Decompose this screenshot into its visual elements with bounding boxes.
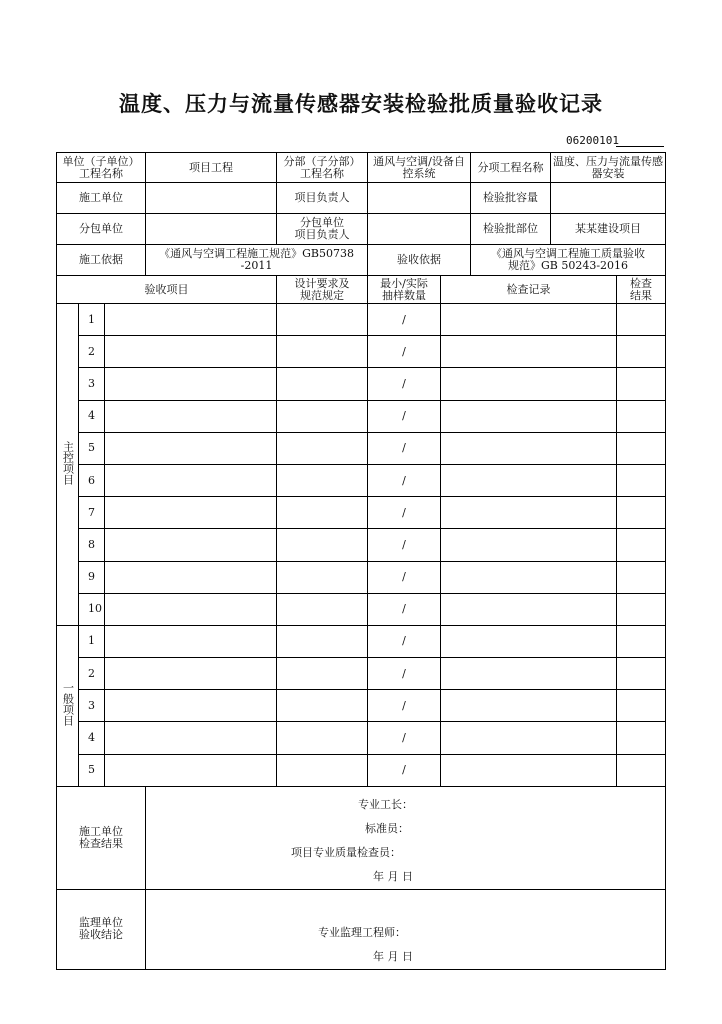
sample-count-cell[interactable]: / <box>368 658 441 690</box>
main-row <box>57 464 666 496</box>
item-cell[interactable] <box>105 593 277 625</box>
acceptance-basis-value[interactable]: 《通风与空调工程施工质量验收 规范》GB 50243-2016 <box>471 245 666 276</box>
supervision-result-row <box>57 889 666 969</box>
item-cell[interactable] <box>105 658 277 690</box>
design-requirement-cell[interactable] <box>277 754 368 786</box>
qc-signature-label: 项目专业质量检查员： <box>291 845 402 859</box>
inspection-record-cell[interactable] <box>441 304 617 336</box>
engineer-signature-label: 专业监理工程师： <box>318 925 407 939</box>
sample-count-cell[interactable]: / <box>368 336 441 368</box>
general-row <box>57 722 666 754</box>
pm-value[interactable] <box>368 183 471 214</box>
inspection-record-cell[interactable] <box>441 529 617 561</box>
inspection-result-cell[interactable] <box>617 497 666 529</box>
inspection-result-cell[interactable] <box>617 690 666 722</box>
construction-date-label: 年 月 日 <box>373 869 414 883</box>
item-cell[interactable] <box>105 304 277 336</box>
row-number: 5 <box>79 754 105 786</box>
inspection-result-cell[interactable] <box>617 625 666 657</box>
design-requirement-cell[interactable] <box>277 336 368 368</box>
item-cell[interactable] <box>105 625 277 657</box>
row-number: 8 <box>79 529 105 561</box>
inspection-record-cell[interactable] <box>441 561 617 593</box>
row-number: 5 <box>79 432 105 464</box>
capacity-value[interactable] <box>551 183 666 214</box>
inspection-record-cell[interactable] <box>441 400 617 432</box>
general-group-label: 一般项目 <box>57 625 79 786</box>
unit-project-label: 单位（子单位） 工程名称 <box>57 153 146 183</box>
item-cell[interactable] <box>105 368 277 400</box>
basis-value[interactable]: 《通风与空调工程施工规范》GB50738 -2011 <box>146 245 368 276</box>
supervision-date-label: 年 月 日 <box>373 949 414 963</box>
row-number: 4 <box>79 722 105 754</box>
inspection-result-cell[interactable] <box>617 368 666 400</box>
acceptance-basis-label: 验收依据 <box>368 245 471 276</box>
constructor-value[interactable] <box>146 183 277 214</box>
inspection-result-cell[interactable] <box>617 658 666 690</box>
inspection-record-cell[interactable] <box>441 593 617 625</box>
design-requirement-cell[interactable] <box>277 593 368 625</box>
page-title: 温度、压力与流量传感器安装检验批质量验收记录 <box>119 92 603 116</box>
row-number: 1 <box>79 625 105 657</box>
sample-count-cell[interactable]: / <box>368 497 441 529</box>
column-header-record: 检查记录 <box>441 276 617 304</box>
subcontractor-label: 分包单位 <box>57 214 146 245</box>
row-number: 3 <box>79 690 105 722</box>
main-row <box>57 336 666 368</box>
inspection-result-cell[interactable] <box>617 336 666 368</box>
item-cell[interactable] <box>105 561 277 593</box>
construction-result-row <box>57 786 666 889</box>
main-row <box>57 497 666 529</box>
unit-project-value[interactable]: 项目工程 <box>146 153 277 183</box>
inspection-result-cell[interactable] <box>617 400 666 432</box>
item-cell[interactable] <box>105 690 277 722</box>
division-value[interactable]: 通风与空调/设备自 控系统 <box>368 153 471 183</box>
general-row <box>57 754 666 786</box>
construction-result-signatures[interactable] <box>146 786 666 889</box>
item-cell[interactable] <box>105 754 277 786</box>
design-requirement-cell[interactable] <box>277 400 368 432</box>
row-number: 4 <box>79 400 105 432</box>
column-header-result: 检查 结果 <box>617 276 666 304</box>
design-requirement-cell[interactable] <box>277 658 368 690</box>
inspection-result-cell[interactable] <box>617 561 666 593</box>
row-number: 3 <box>79 368 105 400</box>
row-number: 2 <box>79 658 105 690</box>
column-header-sample: 最小/实际 抽样数量 <box>368 276 441 304</box>
pm-label: 项目负责人 <box>277 183 368 214</box>
inspection-result-cell[interactable] <box>617 304 666 336</box>
location-value[interactable]: 某某建设项目 <box>551 214 666 245</box>
general-row <box>57 658 666 690</box>
inspection-result-cell[interactable] <box>617 529 666 561</box>
inspection-record-cell[interactable] <box>441 497 617 529</box>
item-cell[interactable] <box>105 722 277 754</box>
main-row <box>57 593 666 625</box>
main-row <box>57 400 666 432</box>
main-row <box>57 529 666 561</box>
subitem-value[interactable]: 温度、压力与流量传感 器安装 <box>551 153 666 183</box>
design-requirement-cell[interactable] <box>277 304 368 336</box>
main-row <box>57 432 666 464</box>
inspection-result-cell[interactable] <box>617 722 666 754</box>
document-number: 06200101 <box>566 134 619 147</box>
sub-pm-value[interactable] <box>368 214 471 245</box>
item-cell[interactable] <box>105 432 277 464</box>
item-cell[interactable] <box>105 464 277 496</box>
sample-count-cell[interactable]: / <box>368 304 441 336</box>
supervision-result-label: 监理单位 验收结论 <box>57 889 146 969</box>
sample-count-cell[interactable]: / <box>368 593 441 625</box>
design-requirement-cell[interactable] <box>277 722 368 754</box>
row-number: 6 <box>79 464 105 496</box>
subitem-label: 分项工程名称 <box>471 153 551 183</box>
foreman-signature-label: 专业工长： <box>358 797 414 811</box>
main-row <box>57 304 666 336</box>
column-header-item: 验收项目 <box>57 276 277 304</box>
main-row <box>57 561 666 593</box>
row-number: 1 <box>79 304 105 336</box>
main-row <box>57 368 666 400</box>
sample-count-cell[interactable]: / <box>368 529 441 561</box>
inspection-record-cell[interactable] <box>441 336 617 368</box>
document-number-underline <box>616 146 664 147</box>
main-group-label: 主控项目 <box>57 304 79 626</box>
location-label: 检验批部位 <box>471 214 551 245</box>
inspection-record-cell[interactable] <box>441 464 617 496</box>
item-cell[interactable] <box>105 529 277 561</box>
design-requirement-cell[interactable] <box>277 625 368 657</box>
sample-count-cell[interactable]: / <box>368 722 441 754</box>
inspector-signature-label: 标准员： <box>365 821 410 835</box>
construction-result-label: 施工单位 检查结果 <box>57 786 146 889</box>
row-number: 9 <box>79 561 105 593</box>
column-header-design: 设计要求及 规范规定 <box>277 276 368 304</box>
item-cell[interactable] <box>105 497 277 529</box>
subcontractor-value[interactable] <box>146 214 277 245</box>
row-number: 7 <box>79 497 105 529</box>
inspection-record-table <box>56 152 666 970</box>
general-row <box>57 625 666 657</box>
inspection-record-cell[interactable] <box>441 722 617 754</box>
sample-count-cell[interactable]: / <box>368 464 441 496</box>
supervision-result-signatures[interactable] <box>146 889 666 969</box>
design-requirement-cell[interactable] <box>277 529 368 561</box>
sub-pm-label: 分包单位 项目负责人 <box>277 214 368 245</box>
inspection-record-cell[interactable] <box>441 658 617 690</box>
row-number: 10 <box>79 593 105 625</box>
design-requirement-cell[interactable] <box>277 561 368 593</box>
row-number: 2 <box>79 336 105 368</box>
constructor-label: 施工单位 <box>57 183 146 214</box>
sample-count-cell[interactable]: / <box>368 368 441 400</box>
design-requirement-cell[interactable] <box>277 690 368 722</box>
sample-count-cell[interactable]: / <box>368 400 441 432</box>
division-label: 分部（子分部） 工程名称 <box>277 153 368 183</box>
sample-count-cell[interactable]: / <box>368 625 441 657</box>
basis-label: 施工依据 <box>57 245 146 276</box>
inspection-record-cell[interactable] <box>441 690 617 722</box>
general-row <box>57 690 666 722</box>
inspection-record-cell[interactable] <box>441 754 617 786</box>
item-cell[interactable] <box>105 400 277 432</box>
inspection-record-cell[interactable] <box>441 368 617 400</box>
capacity-label: 检验批容量 <box>471 183 551 214</box>
inspection-result-cell[interactable] <box>617 432 666 464</box>
design-requirement-cell[interactable] <box>277 368 368 400</box>
design-requirement-cell[interactable] <box>277 432 368 464</box>
inspection-record-cell[interactable] <box>441 432 617 464</box>
design-requirement-cell[interactable] <box>277 464 368 496</box>
inspection-result-cell[interactable] <box>617 754 666 786</box>
sample-count-cell[interactable]: / <box>368 690 441 722</box>
sample-count-cell[interactable]: / <box>368 754 441 786</box>
sample-count-cell[interactable]: / <box>368 432 441 464</box>
inspection-result-cell[interactable] <box>617 464 666 496</box>
sample-count-cell[interactable]: / <box>368 561 441 593</box>
inspection-record-cell[interactable] <box>441 625 617 657</box>
design-requirement-cell[interactable] <box>277 497 368 529</box>
inspection-result-cell[interactable] <box>617 593 666 625</box>
item-cell[interactable] <box>105 336 277 368</box>
